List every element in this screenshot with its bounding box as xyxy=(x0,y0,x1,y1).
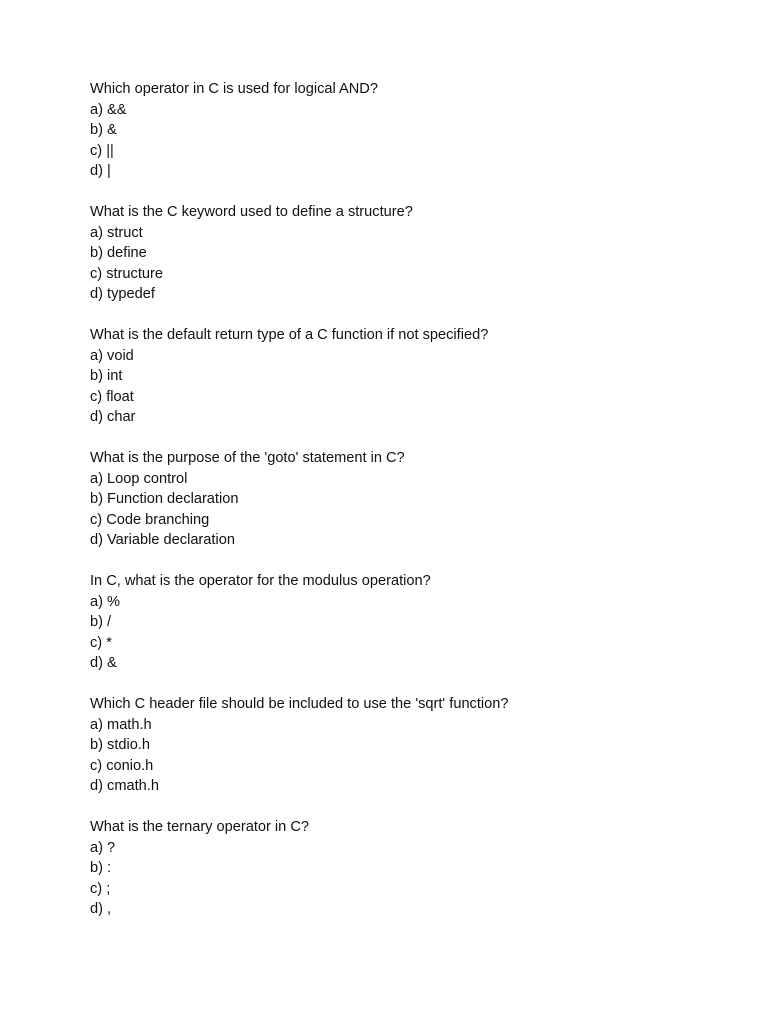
answer-option: d) & xyxy=(90,655,117,671)
question-block xyxy=(90,325,730,428)
answer-option: c) * xyxy=(90,634,112,651)
answer-option: b) Function declaration xyxy=(90,491,239,507)
question-text: What is the purpose of the 'goto' statement in C? xyxy=(90,450,405,466)
answer-option: d) char xyxy=(90,409,136,425)
answer-option: a) && xyxy=(90,101,127,118)
answer-option: a) % xyxy=(90,593,121,610)
answer-option: a) ? xyxy=(90,839,116,856)
answer-option: b) int xyxy=(90,368,123,384)
question-block xyxy=(90,817,730,920)
document-page xyxy=(90,79,730,940)
answer-option: a) Loop control xyxy=(90,470,188,487)
answer-option: c) conio.h xyxy=(90,757,154,774)
answer-option: a) struct xyxy=(90,224,143,241)
question-block xyxy=(90,79,730,182)
question-text: In C, what is the operator for the modulus operation? xyxy=(90,573,431,589)
question-block xyxy=(90,202,730,305)
answer-option: d) , xyxy=(90,901,112,917)
answer-option: b) stdio.h xyxy=(90,737,151,753)
question-block xyxy=(90,448,730,551)
answer-option: c) Code branching xyxy=(90,511,210,528)
answer-option: d) typedef xyxy=(90,286,155,302)
answer-option: c) structure xyxy=(90,265,163,282)
answer-option: c) ; xyxy=(90,880,111,897)
question-text: What is the C keyword used to define a structure? xyxy=(90,204,413,220)
question-text: What is the ternary operator in C? xyxy=(90,819,310,835)
answer-option: a) void xyxy=(90,347,134,364)
question-text: Which operator in C is used for logical AND? xyxy=(90,81,378,97)
answer-option: d) | xyxy=(90,163,111,179)
answer-option: a) math.h xyxy=(90,716,152,733)
answer-option: b) / xyxy=(90,614,112,630)
answer-option: c) || xyxy=(90,142,114,159)
question-block xyxy=(90,571,730,674)
question-block xyxy=(90,694,730,797)
answer-option: d) Variable declaration xyxy=(90,532,235,548)
answer-option: b) : xyxy=(90,860,112,876)
question-text: What is the default return type of a C function if not specified? xyxy=(90,327,489,343)
answer-option: c) float xyxy=(90,388,134,405)
question-text: Which C header file should be included to use the 'sqrt' function? xyxy=(90,696,509,712)
answer-option: b) & xyxy=(90,122,117,138)
answer-option: b) define xyxy=(90,245,147,261)
answer-option: d) cmath.h xyxy=(90,778,159,794)
